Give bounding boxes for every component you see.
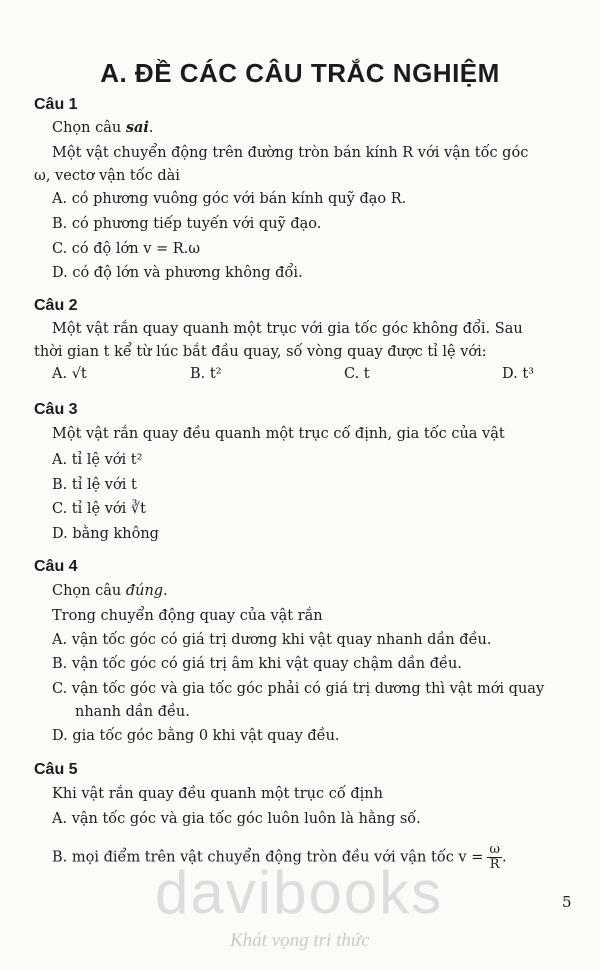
question-1-instruction: Chọn câu sai. bbox=[52, 119, 154, 136]
question-1-stem-line-2: ω, vectơ vận tốc dài bbox=[34, 168, 180, 184]
question-2-option-d: D. t³ bbox=[502, 366, 534, 382]
question-4-option-b: B. vận tốc góc có giá trị âm khi vật quay chậm dần đều. bbox=[52, 656, 462, 672]
question-2-option-a: A. √t bbox=[52, 366, 87, 382]
question-3-option-c: C. tỉ lệ với ∛t bbox=[52, 501, 146, 517]
question-4-option-c-line-2: nhanh dần đều. bbox=[75, 704, 190, 720]
page-title: A. ĐỀ CÁC CÂU TRẮC NGHIỆM bbox=[100, 58, 500, 88]
question-3-heading: Câu 3 bbox=[34, 401, 78, 418]
omega-over-r-fraction: $\frac{\omega}{R}$ bbox=[489, 842, 500, 872]
question-3-option-a: A. tỉ lệ với t² bbox=[52, 452, 143, 468]
question-5-heading: Câu 5 bbox=[34, 761, 78, 778]
question-1-option-a: A. có phương vuông góc với bán kính quỹ đạo R. bbox=[52, 191, 407, 207]
page-number: 5 bbox=[562, 893, 572, 911]
question-4-option-c-line-1: C. vận tốc góc và gia tốc góc phải có giá trị dương thì vật mới quay bbox=[52, 681, 545, 697]
question-4-instruction: Chọn câu đúng. bbox=[52, 583, 168, 599]
question-3-option-b: B. tỉ lệ với t bbox=[52, 477, 137, 493]
watermark-brand: davibooks bbox=[155, 859, 444, 926]
question-4-option-a: A. vận tốc góc có giá trị dương khi vật quay nhanh dần đều. bbox=[52, 632, 492, 648]
question-2-option-c: C. t bbox=[344, 366, 370, 382]
question-5-option-b: B. mọi điểm trên vật chuyển động tròn đều với vận tốc v = $\frac{\omega}{R}$ . bbox=[52, 842, 507, 872]
question-4-heading: Câu 4 bbox=[34, 558, 78, 575]
question-1-heading: Câu 1 bbox=[34, 96, 78, 113]
question-2-option-b: B. t² bbox=[190, 366, 222, 382]
question-3-option-d: D. bằng không bbox=[52, 526, 159, 542]
question-4-option-d: D. gia tốc góc bằng 0 khi vật quay đều. bbox=[52, 728, 340, 744]
watermark-tagline: Khát vọng tri thức bbox=[230, 930, 370, 951]
question-2-stem-line-2: thời gian t kể từ lúc bắt đầu quay, số vòng quay được tỉ lệ với: bbox=[34, 344, 487, 360]
question-2-heading: Câu 2 bbox=[34, 297, 78, 314]
question-2-stem-line-1: Một vật rắn quay quanh một trục với gia tốc góc không đổi. Sau bbox=[52, 321, 523, 337]
question-3-stem: Một vật rắn quay đều quanh một trục cố định, gia tốc của vật bbox=[52, 426, 505, 442]
question-1-option-b: B. có phương tiếp tuyến với quỹ đạo. bbox=[52, 216, 322, 232]
question-1-option-c: C. có độ lớn v = R.ω bbox=[52, 241, 201, 257]
question-5-stem: Khi vật rắn quay đều quanh một trục cố định bbox=[52, 786, 383, 802]
question-5-option-a: A. vận tốc góc và gia tốc góc luôn luôn là hằng số. bbox=[52, 811, 421, 827]
question-4-stem: Trong chuyển động quay của vật rắn bbox=[52, 608, 323, 624]
question-1-option-d: D. có độ lớn và phương không đổi. bbox=[52, 265, 303, 281]
question-1-stem-line-1: Một vật chuyển động trên đường tròn bán kính R với vận tốc góc bbox=[52, 145, 529, 161]
